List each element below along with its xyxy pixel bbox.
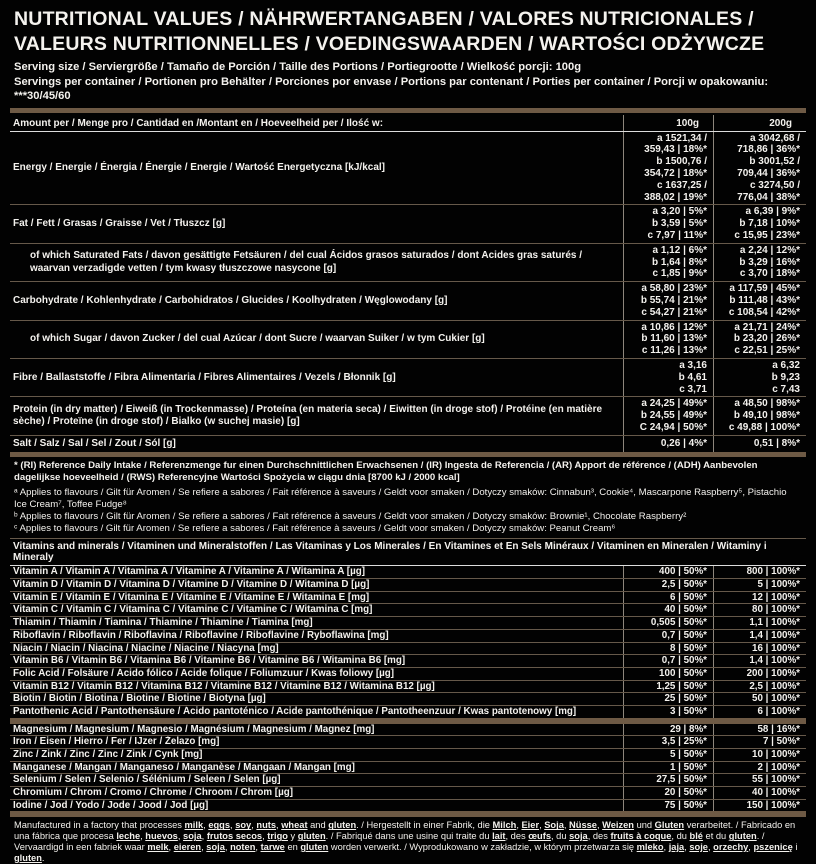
- value-200g: 5 | 100%*: [713, 579, 806, 591]
- nutrient-label: Energy / Energie / Énergia / Énergie / Energie / Wartość Energetyczna [kJ/kcal]: [13, 161, 385, 173]
- value-100g: 8 | 50%*: [623, 643, 713, 655]
- value-100g: [623, 397, 713, 434]
- footer-text: . / Fabriqué dans une usine qui traite du: [325, 831, 493, 842]
- footer-text: , des: [505, 831, 529, 842]
- value-100g: 5 | 50%*: [623, 749, 713, 761]
- value-line: c 54,27 | 21%*: [641, 306, 707, 318]
- vitamin-row: [10, 800, 806, 818]
- value-100g: 0,7 | 50%*: [623, 630, 713, 642]
- allergen-word: wheat: [281, 820, 308, 831]
- vitamin-label: Riboflavin / Riboflavin / Riboflavina / Riboflavine / Riboflavine / Ryboflawina [mg]: [13, 629, 389, 641]
- allergen-word: noten: [230, 842, 256, 853]
- footer-text: , du: [671, 831, 690, 842]
- value-line: 0,51 | 8%*: [753, 438, 800, 450]
- footer-text: y: [287, 831, 298, 842]
- value-line: b 7,18 | 10%*: [739, 218, 800, 230]
- vitamin-label: Niacin / Niacin / Niacina / Niacine / Niacine / Niacyna [mg]: [13, 642, 279, 654]
- footer-text: ,: [663, 842, 669, 853]
- allergen-footer: [10, 817, 806, 863]
- value-200g: 80 | 100%*: [713, 604, 806, 616]
- allergen-word: soja: [206, 842, 225, 853]
- nutrient-label: Protein (in dry matter) / Eiweiß (in Trockenmasse) / Proteína (en materia seca) / Eiwitten (in droge stof) / Protéine (en matière sèche) / Proteïne (in droge stof) / Bialko (w suchej masie) [g]: [13, 403, 603, 428]
- vitamin-row: [10, 736, 806, 749]
- value-200g: [713, 321, 806, 358]
- value-200g: [713, 244, 806, 281]
- value-200g: 200 | 100%*: [713, 668, 806, 680]
- allergen-word: blé: [689, 831, 703, 842]
- allergen-word: soy: [235, 820, 252, 831]
- vitamin-label: Biotin / Biotin / Biotina / Biotine / Biotine / Biotyna [µg]: [13, 693, 266, 705]
- allergen-word: soje: [689, 842, 708, 853]
- vitamin-label: Chromium / Chrom / Cromo / Chrome / Chroom / Chrom [µg]: [13, 787, 293, 799]
- value-line: c 1637,25 /: [656, 179, 707, 191]
- value-line: a 1,12 | 6%*: [652, 244, 707, 256]
- value-line: 709,44 | 36%*: [737, 168, 800, 180]
- allergen-word: leche: [116, 831, 141, 842]
- vitamin-label: Vitamin B6 / Vitamin B6 / Vitamina B6 / Vitamine B6 / Vitamine B6 / Witamina B6 [mg]: [13, 655, 406, 667]
- nutrient-row: [10, 436, 806, 457]
- vitamin-row: [10, 592, 806, 605]
- vitamins-minerals-header: Vitamins and minerals / Vitaminen und Mineralstoffen / Las Vitaminas y Los Minerales / En Vitamines et En Sels Minéraux / Vitaminen en Mineralen / Witaminy i Mineraly: [10, 538, 806, 566]
- value-200g: [713, 359, 806, 396]
- value-100g: 400 | 50%*: [623, 566, 713, 578]
- value-100g: [623, 282, 713, 319]
- vitamin-row: [10, 693, 806, 706]
- value-line: 354,72 | 18%*: [644, 168, 707, 180]
- allergen-word: soja: [183, 831, 202, 842]
- value-line: c 11,26 | 13%*: [641, 345, 707, 357]
- value-line: C 24,94 | 50%*: [639, 422, 707, 433]
- nutrient-row: [10, 397, 806, 435]
- value-100g: 3 | 50%*: [623, 706, 713, 718]
- allergen-word: Nüsse: [569, 820, 597, 831]
- vitamin-label: Vitamin D / Vitamin D / Vitamina D / Vitamine D / Vitamine D / Witamina D [µg]: [13, 579, 370, 591]
- vitamin-row: [10, 630, 806, 643]
- nutrient-label: Carbohydrate / Kohlenhydrate / Carbohidratos / Glucides / Koolhydraten / Węglowodany [g]: [13, 294, 448, 306]
- vitamin-label: Vitamin C / Vitamin C / Vitamina C / Vitamine C / Vitamine C / Witamina C [mg]: [13, 604, 373, 616]
- value-100g: [623, 244, 713, 281]
- nutrient-row: [10, 132, 806, 206]
- allergen-word: gluten: [14, 852, 42, 863]
- vitamin-label: Folic Acid / Folsäure / Ácido fólico / Acide folique / Foliumzuur / Kwas foliowy [µg]: [13, 667, 395, 679]
- allergen-word: Soja: [544, 820, 564, 831]
- value-200g: 1,4 | 100%*: [713, 630, 806, 642]
- vitamin-label: Pantothenic Acid / Pantothensäure / Ácido pantoténico / Acide pantothénique / Pantotheenzuur / Kwas pantotenowy [mg]: [13, 705, 577, 717]
- value-100g: [623, 132, 713, 205]
- vitamins-minerals-table: [10, 566, 806, 817]
- value-200g: 2 | 100%*: [713, 762, 806, 774]
- footer-text: i: [792, 842, 798, 853]
- footer-text: ,: [203, 820, 209, 831]
- value-100g: [623, 359, 713, 396]
- value-line: a 3042,68 /: [749, 132, 800, 144]
- value-100g: 29 | 8%*: [623, 724, 713, 736]
- allergen-word: trigo: [267, 831, 288, 842]
- footer-text: , des: [587, 831, 611, 842]
- value-100g: 3,5 | 25%*: [623, 736, 713, 748]
- vitamin-row: [10, 643, 806, 656]
- footer-text: ,: [707, 842, 714, 853]
- nutrient-row: [10, 244, 806, 282]
- servings-per-container-line: Servings per container / Portionen pro Behälter / Porciones por envase / Portions par contenant / Porties per container / Porcji w opakowaniu: ***30/45/60: [14, 76, 769, 103]
- vitamin-label: Vitamin A / Vitamin A / Vitamina A / Vitamine A / Vitamine A / Witamina A [µg]: [13, 566, 365, 578]
- allergen-word: jaja: [668, 842, 685, 853]
- vitamin-row: [10, 706, 806, 724]
- footer-text: ,: [255, 842, 261, 853]
- vitamin-label: Manganese / Mangan / Manganeso / Manganèse / Mangaan / Mangan [mg]: [13, 761, 355, 773]
- allergen-word: gluten: [328, 820, 357, 831]
- footer-text: ,: [596, 820, 603, 831]
- footer-text: Manufactured in a factory that processes: [14, 820, 185, 831]
- allergen-word: orzechy: [713, 842, 749, 853]
- value-200g: [713, 397, 806, 434]
- value-100g: 27,5 | 50%*: [623, 774, 713, 786]
- value-200g: 50 | 100%*: [713, 693, 806, 705]
- value-100g: [623, 321, 713, 358]
- value-line: 776,04 | 38%*: [737, 191, 800, 203]
- footer-text: ,: [224, 842, 231, 853]
- value-100g: 0,505 | 50%*: [623, 617, 713, 629]
- footer-text: und: [633, 820, 655, 831]
- footer-text: , du: [551, 831, 570, 842]
- allergen-word: lait: [492, 831, 506, 842]
- nutrient-row: [10, 359, 806, 397]
- allergen-word: fruits à coque: [610, 831, 672, 842]
- value-line: c 15,95 | 23%*: [734, 230, 800, 242]
- value-200g: 58 | 16%*: [713, 724, 806, 736]
- vitamin-row: [10, 749, 806, 762]
- vitamin-row: [10, 681, 806, 694]
- footer-text: ,: [684, 842, 690, 853]
- page-title: NUTRITIONAL VALUES / NÄHRWERTANGABEN / VALORES NUTRICIONALES / VALEURS NUTRITIONNELLES / VOEDINGSWAARDEN / WARTOŚCI ODŻYWCZE: [14, 8, 765, 56]
- nutrient-label: of which Saturated Fats / davon gesättigte Fetsäuren / del cual Ácidos grasos saturados / dont Acides gras saturés / waarvan verzadigde vetten / tym kwasy tłuszczowe nasycone [g]: [30, 250, 582, 274]
- footer-text: en: [284, 842, 301, 853]
- value-200g: [713, 282, 806, 319]
- amount-per-header: Amount per / Menge pro / Cantidad en /Montant en / Hoeveelheid per / Ilość w:: [13, 117, 384, 129]
- footer-text: ,: [140, 831, 146, 842]
- value-line: c 49,88 | 100%*: [728, 422, 800, 433]
- value-line: c 3,71: [679, 383, 707, 395]
- footer-text: . / Hergestellt in einer Fabrik, die: [356, 820, 493, 831]
- value-line: a 10,86 | 12%*: [641, 321, 707, 333]
- footnote-reference-intake: * (RI) Reference Daily Intake / Referenzmenge fur einen Durchschnittlichen Erwachsenen / (IR) Ingesta de Referencia / (AR) Apport de référence / (ADH) Aanbevolen dagelijkse hoeveelheid / (RWS) Referencyjne Wartości Spożycia w ciągu dnia [8700 kJ / 2000 kcal]: [14, 460, 758, 484]
- value-200g: 150 | 100%*: [713, 800, 806, 812]
- footnote-flavours-a: ᵃ Applies to flavours / Gilt für Aromen / Se refiere a sabores / Fait référence à saveurs / Geldt voor smaken / Dotyczy smaków: Cinnabun³, Cookie⁴, Mascarpone Raspberry⁵, Pistachio Ice Cream⁷, Toffee Fudge⁸: [14, 486, 787, 510]
- vitamin-row: [10, 668, 806, 681]
- value-line: a 3,20 | 5%*: [652, 206, 707, 218]
- nutrient-row: [10, 205, 806, 243]
- footer-text: ,: [177, 831, 184, 842]
- allergen-word: Eier: [521, 820, 540, 831]
- footer-text: ,: [748, 842, 754, 853]
- vitamin-label: Vitamin E / Vitamin E / Vitamina E / Vitamine E / Vitamine E / Witamina E [mg]: [13, 591, 370, 603]
- value-line: b 49,10 | 98%*: [733, 410, 800, 422]
- value-line: a 58,80 | 23%*: [641, 283, 707, 295]
- value-100g: 1,25 | 50%*: [623, 681, 713, 693]
- value-line: a 2,24 | 12%*: [739, 244, 800, 256]
- value-100g: 75 | 50%*: [623, 800, 713, 812]
- vitamin-label: Selenium / Selen / Selenio / Sélénium / Seleen / Selen [µg]: [13, 774, 281, 786]
- nutrient-label: of which Sugar / davon Zucker / del cual Azúcar / dont Sucre / waarvan Suiker / w tym Cukier [g]: [30, 333, 485, 345]
- value-line: 718,86 | 36%*: [737, 144, 800, 156]
- nutrient-label: Fat / Fett / Grasas / Graisse / Vet / Tłuszcz [g]: [13, 217, 226, 229]
- value-200g: 10 | 100%*: [713, 749, 806, 761]
- footer-text: ,: [230, 820, 236, 831]
- value-line: a 1521,34 /: [656, 132, 707, 144]
- footer-text: ,: [516, 820, 522, 831]
- value-line: b 1,64 | 8%*: [651, 256, 707, 268]
- value-line: b 3,29 | 16%*: [739, 256, 800, 268]
- vitamin-label: Vitamin B12 / Vitamin B12 / Vitamina B12 / Vitamine B12 / Vitamine B12 / Witamina B12 [µg]: [13, 680, 435, 692]
- allergen-word: gluten: [728, 831, 757, 842]
- footer-text: ,: [201, 842, 207, 853]
- value-200g: [713, 436, 806, 452]
- section-divider-bar: [10, 108, 806, 113]
- footer-text: ,: [563, 820, 570, 831]
- value-line: b 24,55 | 49%*: [640, 410, 707, 422]
- value-line: c 3,70 | 18%*: [739, 268, 800, 280]
- allergen-word: eieren: [173, 842, 202, 853]
- footer-text: verarbeitet. / Fabricado en una fábrica que procesa: [14, 820, 796, 842]
- value-line: c 1,85 | 9%*: [652, 268, 707, 280]
- value-100g: 20 | 50%*: [623, 787, 713, 799]
- value-100g: 6 | 50%*: [623, 592, 713, 604]
- vitamin-row: [10, 566, 806, 579]
- value-line: b 3001,52 /: [749, 156, 800, 168]
- allergen-word: œufs: [528, 831, 551, 842]
- value-line: 359,43 | 18%*: [644, 144, 707, 156]
- nutrient-label: Salt / Salz / Sal / Sel / Zout / Sól [g]: [13, 437, 176, 449]
- footer-text: .: [41, 852, 45, 863]
- value-line: c 3274,50 /: [749, 179, 800, 191]
- allergen-word: melk: [147, 842, 169, 853]
- value-line: a 48,50 | 98%*: [734, 398, 800, 410]
- nutrient-row: [10, 321, 806, 359]
- value-200g: 40 | 100%*: [713, 787, 806, 799]
- vitamin-row: [10, 762, 806, 775]
- serving-size-line: Serving size / Serviergröße / Tamaño de Porción / Taille des Portions / Portiegrootte / Wielkość porcji: 100g: [14, 60, 582, 73]
- value-line: c 22,51 | 25%*: [734, 345, 800, 357]
- allergen-word: milk: [184, 820, 204, 831]
- value-200g: [713, 205, 806, 242]
- vitamin-label: Zinc / Zink / Zinc / Zinc / Zink / Cynk [mg]: [13, 749, 203, 761]
- value-200g: 12 | 100%*: [713, 592, 806, 604]
- column-header-200g: 200g: [713, 115, 806, 131]
- value-200g: [713, 132, 806, 205]
- allergen-word: nuts: [256, 820, 277, 831]
- value-200g: 800 | 100%*: [713, 566, 806, 578]
- footer-text: ,: [201, 831, 207, 842]
- vitamin-label: Magnesium / Magnesium / Magnesio / Magnésium / Magnesium / Magnez [mg]: [13, 723, 375, 735]
- value-100g: 0,7 | 50%*: [623, 655, 713, 667]
- allergen-word: gluten: [297, 831, 326, 842]
- allergen-word: eggs: [208, 820, 231, 831]
- vitamin-row: [10, 724, 806, 737]
- vitamin-label: Iodine / Jod / Yodo / Jode / Jood / Jod [µg]: [13, 799, 209, 811]
- vitamin-row: [10, 655, 806, 668]
- value-200g: 16 | 100%*: [713, 643, 806, 655]
- value-line: b 1500,76 /: [656, 156, 707, 168]
- value-200g: 1,4 | 100%*: [713, 655, 806, 667]
- allergen-word: gluten: [300, 842, 329, 853]
- footer-text: ,: [251, 820, 257, 831]
- value-100g: 1 | 50%*: [623, 762, 713, 774]
- value-line: a 6,39 | 9%*: [745, 206, 800, 218]
- value-line: c 7,43: [772, 383, 800, 395]
- value-100g: [623, 205, 713, 242]
- allergen-word: pszenicę: [753, 842, 793, 853]
- footer-text: . / Vervaardigd in een fabriek waar: [14, 831, 765, 853]
- value-100g: 25 | 50%*: [623, 693, 713, 705]
- value-line: a 21,71 | 24%*: [734, 321, 800, 333]
- value-line: 388,02 | 19%*: [644, 191, 707, 203]
- value-line: a 3,16: [679, 360, 707, 372]
- allergen-word: mleko: [636, 842, 664, 853]
- value-200g: 7 | 50%*: [713, 736, 806, 748]
- value-line: a 117,59 | 45%*: [729, 283, 800, 295]
- table-header-row: [10, 115, 806, 132]
- value-line: c 108,54 | 42%*: [728, 306, 800, 318]
- allergen-word: huevos: [145, 831, 178, 842]
- footer-text: ,: [539, 820, 545, 831]
- nutrient-row: [10, 282, 806, 320]
- value-line: a 24,25 | 49%*: [641, 398, 707, 410]
- value-100g: 2,5 | 50%*: [623, 579, 713, 591]
- allergen-word: Milch: [492, 820, 517, 831]
- footer-text: worden verwerkt. / Wyprodukowano w zakładzie, w którym przetwarza się: [328, 842, 637, 853]
- vitamin-label: Iron / Eisen / Hierro / Fer / IJzer / Żelazo [mg]: [13, 736, 220, 748]
- footer-text: and: [307, 820, 329, 831]
- value-200g: 1,1 | 100%*: [713, 617, 806, 629]
- value-200g: 6 | 100%*: [713, 706, 806, 718]
- vitamin-row: [10, 579, 806, 592]
- vitamin-row: [10, 787, 806, 800]
- footnote-flavours-c: ᶜ Applies to flavours / Gilt für Aromen / Se refiere a sabores / Fait référence à saveurs / Geldt voor smaken / Dotyczy smaków: Peanut Cream⁶: [14, 523, 616, 535]
- footnote-flavours-b: ᵇ Applies to flavours / Gilt für Aromen / Se refiere a sabores / Fait référence à saveurs / Geldt voor smaken / Dotyczy smaków: Brownie¹, Chocolate Raspberry²: [14, 511, 687, 522]
- value-line: a 6,32: [772, 360, 800, 372]
- value-line: 0,26 | 4%*: [660, 438, 707, 450]
- footnotes-block: [10, 457, 806, 535]
- footer-text: ,: [262, 831, 268, 842]
- footer-text: et du: [702, 831, 729, 842]
- value-line: c 7,97 | 11%*: [647, 230, 707, 242]
- vitamin-label: Thiamin / Thiamin / Tiamina / Thiamine / Thiamine / Tiamina [mg]: [13, 617, 313, 629]
- value-line: b 11,60 | 13%*: [641, 333, 707, 345]
- column-header-100g: 100g: [623, 115, 713, 131]
- value-line: b 23,20 | 26%*: [733, 333, 800, 345]
- footer-text: ,: [276, 820, 282, 831]
- value-200g: 2,5 | 100%*: [713, 681, 806, 693]
- nutrient-label: Fibre / Ballaststoffe / Fibra Alimentaria / Fibres Alimentaires / Vezels / Błonnik [g]: [13, 371, 396, 383]
- vitamin-row: [10, 617, 806, 630]
- allergen-word: frutos secos: [206, 831, 263, 842]
- value-line: b 9,23: [771, 371, 800, 383]
- nutrient-table: [10, 132, 806, 458]
- allergen-word: soja: [569, 831, 588, 842]
- value-line: b 111,48 | 43%*: [729, 295, 800, 307]
- footer-text: ,: [168, 842, 174, 853]
- value-100g: 100 | 50%*: [623, 668, 713, 680]
- value-line: b 55,74 | 21%*: [640, 295, 707, 307]
- allergen-word: Weizen: [602, 820, 634, 831]
- vitamin-row: [10, 604, 806, 617]
- value-100g: 40 | 50%*: [623, 604, 713, 616]
- allergen-word: tarwe: [260, 842, 285, 853]
- value-line: b 3,59 | 5%*: [651, 218, 707, 230]
- value-line: b 4,61: [678, 371, 707, 383]
- value-200g: 55 | 100%*: [713, 774, 806, 786]
- value-100g: [623, 436, 713, 452]
- allergen-word: Gluten: [654, 820, 685, 831]
